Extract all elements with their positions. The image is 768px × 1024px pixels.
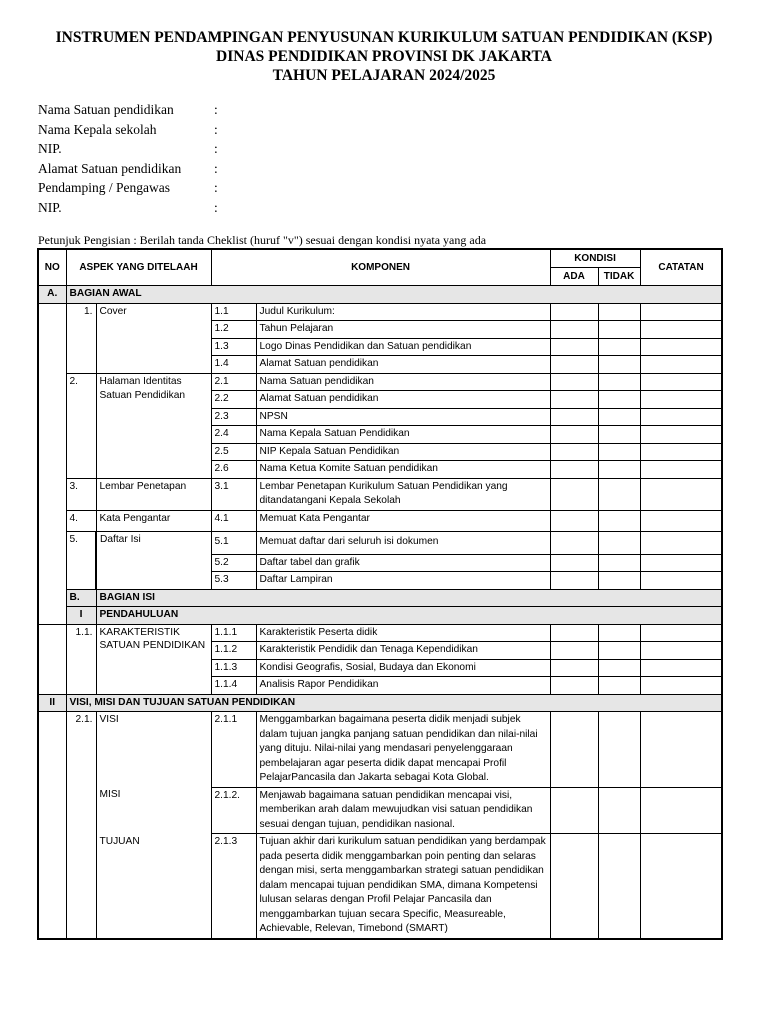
item-no: 1.1.: [66, 624, 96, 694]
table-row: [38, 834, 722, 939]
catatan-cell[interactable]: [640, 510, 722, 531]
ada-checkbox[interactable]: [550, 531, 598, 554]
catatan-cell[interactable]: [640, 408, 722, 426]
catatan-cell[interactable]: [640, 531, 722, 554]
identity-row[interactable]: [38, 139, 338, 159]
aspek-cell: MISI: [96, 787, 211, 834]
ada-checkbox[interactable]: [550, 712, 598, 788]
tidak-checkbox[interactable]: [598, 677, 640, 695]
tidak-checkbox[interactable]: [598, 642, 640, 660]
code-cell: 1.3: [211, 338, 256, 356]
catatan-cell[interactable]: [640, 443, 722, 461]
tidak-checkbox[interactable]: [598, 461, 640, 479]
blank-cell: [38, 303, 66, 624]
section-title: VISI, MISI DAN TUJUAN SATUAN PENDIDIKAN: [66, 694, 722, 712]
identity-label: NIP.: [38, 141, 62, 156]
header-catatan: CATATAN: [640, 249, 722, 286]
section-title: PENDAHULUAN: [96, 607, 722, 625]
identity-row[interactable]: [38, 198, 338, 218]
tidak-checkbox[interactable]: [598, 554, 640, 572]
catatan-cell[interactable]: [640, 303, 722, 321]
aspek-cell: Cover: [96, 303, 211, 373]
komponen-cell: Karakteristik Peserta didik: [256, 624, 550, 642]
code-cell: 1.4: [211, 356, 256, 374]
ada-checkbox[interactable]: [550, 642, 598, 660]
ada-checkbox[interactable]: [550, 478, 598, 510]
identity-colon: :: [214, 121, 218, 137]
ada-checkbox[interactable]: [550, 303, 598, 321]
table-row: [38, 478, 722, 510]
identity-label: Alamat Satuan pendidikan: [38, 160, 182, 176]
ada-checkbox[interactable]: [550, 356, 598, 374]
ada-checkbox[interactable]: [550, 426, 598, 444]
tidak-checkbox[interactable]: [598, 787, 640, 834]
identity-colon: :: [214, 160, 218, 176]
section-title: BAGIAN ISI: [96, 589, 722, 607]
komponen-cell: Nama Ketua Komite Satuan pendidikan: [256, 461, 550, 479]
header-ada: ADA: [550, 268, 598, 286]
identity-fields: [38, 100, 338, 217]
catatan-cell[interactable]: [640, 356, 722, 374]
tidak-checkbox[interactable]: [598, 531, 640, 554]
komponen-cell: Memuat daftar dari seluruh isi dokumen: [256, 531, 550, 554]
instruction-text: Petunjuk Pengisian : Berilah tanda Cheklist (huruf "v") sesuai dengan kondisi nyata yang ada: [38, 233, 487, 247]
header-komponen: KOMPONEN: [211, 249, 550, 286]
code-cell: 1.1.1: [211, 624, 256, 642]
komponen-cell: Menggambarkan bagaimana peserta didik menjadi subjek dalam tujuan jangka panjang satuan pendidikan dan nilai-nilai yang dituju. Nilai-nilai yang mendasari penyelenggaraan pembelajaran agar peserta didik dapat mencapai Profil PelajarPancasila dan Jakarta sebagai Kota Global.: [256, 712, 550, 788]
item-no: 1.: [66, 303, 96, 373]
code-cell: 2.1.1: [211, 712, 256, 788]
ada-checkbox[interactable]: [550, 554, 598, 572]
ada-checkbox[interactable]: [550, 443, 598, 461]
aspek-cell: Daftar Isi: [96, 531, 211, 589]
ada-checkbox[interactable]: [550, 391, 598, 409]
tidak-checkbox[interactable]: [598, 572, 640, 590]
komponen-cell: Nama Kepala Satuan Pendidikan: [256, 426, 550, 444]
code-cell: 4.1: [211, 510, 256, 531]
item-no: 2.1.: [66, 712, 96, 939]
identity-label: Nama Kepala sekolah: [38, 121, 157, 137]
catatan-cell[interactable]: [640, 554, 722, 572]
code-cell: 1.1.2: [211, 642, 256, 660]
code-cell: 2.1: [211, 373, 256, 391]
aspek-cell: Lembar Penetapan: [96, 478, 211, 510]
code-cell: 2.1.2.: [211, 787, 256, 834]
code-cell: 2.5: [211, 443, 256, 461]
tidak-checkbox[interactable]: [598, 391, 640, 409]
section-no: B.: [66, 589, 96, 607]
ada-checkbox[interactable]: [550, 624, 598, 642]
tidak-checkbox[interactable]: [598, 443, 640, 461]
section-row: [38, 607, 722, 625]
identity-row[interactable]: [38, 120, 338, 140]
table-row: [38, 510, 722, 531]
title-line-2: DINAS PENDIDIKAN PROVINSI DK JAKARTA: [216, 48, 552, 65]
section-row: [38, 286, 722, 304]
ada-checkbox[interactable]: [550, 373, 598, 391]
catatan-cell[interactable]: [640, 572, 722, 590]
tidak-checkbox[interactable]: [598, 338, 640, 356]
ada-checkbox[interactable]: [550, 461, 598, 479]
komponen-cell: Judul Kurikulum:: [256, 303, 550, 321]
tidak-checkbox[interactable]: [598, 624, 640, 642]
komponen-cell: Alamat Satuan pendidikan: [256, 391, 550, 409]
catatan-cell[interactable]: [640, 426, 722, 444]
identity-label: Pendamping / Pengawas: [38, 180, 170, 195]
komponen-cell: Memuat Kata Pengantar: [256, 510, 550, 531]
aspek-cell: KARAKTERISTIK SATUAN PENDIDIKAN: [96, 624, 211, 694]
catatan-cell[interactable]: [640, 659, 722, 677]
table-row: [38, 531, 722, 554]
title-line-3: TAHUN PELAJARAN 2024/2025: [272, 67, 496, 84]
catatan-cell[interactable]: [640, 624, 722, 642]
catatan-cell[interactable]: [640, 834, 722, 939]
tidak-checkbox[interactable]: [598, 373, 640, 391]
code-cell: 2.6: [211, 461, 256, 479]
identity-label: NIP.: [38, 199, 62, 215]
komponen-cell: Logo Dinas Pendidikan dan Satuan pendidikan: [256, 338, 550, 356]
code-cell: 5.1: [211, 531, 256, 554]
section-no: II: [38, 694, 66, 712]
catatan-cell[interactable]: [640, 321, 722, 339]
ada-checkbox[interactable]: [550, 408, 598, 426]
aspek-cell: VISI: [96, 712, 211, 788]
table-row: [38, 787, 722, 834]
tidak-checkbox[interactable]: [598, 712, 640, 788]
komponen-cell: Nama Satuan pendidikan: [256, 373, 550, 391]
identity-label: Nama Satuan pendidikan: [38, 102, 174, 117]
table-row: [38, 712, 722, 788]
item-no: 2.: [66, 373, 96, 478]
checklist-table: [37, 248, 723, 940]
catatan-cell[interactable]: [640, 373, 722, 391]
identity-row[interactable]: [38, 100, 338, 120]
ada-checkbox[interactable]: [550, 677, 598, 695]
komponen-cell: Daftar Lampiran: [256, 572, 550, 590]
tidak-checkbox[interactable]: [598, 659, 640, 677]
table-row: [38, 373, 722, 391]
code-cell: 5.2: [211, 554, 256, 572]
catatan-cell[interactable]: [640, 391, 722, 409]
catatan-cell[interactable]: [640, 461, 722, 479]
ada-checkbox[interactable]: [550, 338, 598, 356]
identity-row[interactable]: [38, 178, 338, 198]
identity-colon: :: [214, 180, 218, 195]
blank-cell: [38, 624, 66, 694]
item-no: 3.: [66, 478, 96, 510]
tidak-checkbox[interactable]: [598, 510, 640, 531]
section-row: [38, 589, 722, 607]
section-no: I: [66, 607, 96, 625]
tidak-checkbox[interactable]: [598, 834, 640, 939]
tidak-checkbox[interactable]: [598, 426, 640, 444]
tidak-checkbox[interactable]: [598, 356, 640, 374]
komponen-cell: Alamat Satuan pendidikan: [256, 356, 550, 374]
aspek-cell: Kata Pengantar: [96, 510, 211, 531]
code-cell: 1.1.3: [211, 659, 256, 677]
title-line-1: INSTRUMEN PENDAMPINGAN PENYUSUNAN KURIKULUM SATUAN PENDIDIKAN (KSP): [55, 29, 713, 46]
code-cell: 2.1.3: [211, 834, 256, 939]
header-no: NO: [38, 249, 66, 286]
catatan-cell[interactable]: [640, 787, 722, 834]
aspek-cell: Halaman Identitas Satuan Pendidikan: [96, 373, 211, 478]
komponen-cell: NPSN: [256, 408, 550, 426]
ada-checkbox[interactable]: [550, 572, 598, 590]
tidak-checkbox[interactable]: [598, 321, 640, 339]
identity-row[interactable]: [38, 159, 338, 179]
ada-checkbox[interactable]: [550, 510, 598, 531]
blank-cell: [38, 712, 66, 939]
header-aspek: ASPEK YANG DITELAAH: [66, 249, 211, 286]
komponen-cell: Menjawab bagaimana satuan pendidikan mencapai visi, memberikan arah dalam mewujudkan visi satuan pendidikan sesuai dengan tujuan, pendidikan nasional.: [256, 787, 550, 834]
ada-checkbox[interactable]: [550, 834, 598, 939]
code-cell: 1.1: [211, 303, 256, 321]
komponen-cell: Kondisi Geografis, Sosial, Budaya dan Ekonomi: [256, 659, 550, 677]
komponen-cell: Karakteristik Pendidik dan Tenaga Kependidikan: [256, 642, 550, 660]
catatan-cell[interactable]: [640, 338, 722, 356]
table-row: [38, 624, 722, 642]
tidak-checkbox[interactable]: [598, 408, 640, 426]
catatan-cell[interactable]: [640, 677, 722, 695]
header-kondisi: KONDISI: [550, 249, 640, 268]
code-cell: 1.2: [211, 321, 256, 339]
code-cell: 5.3: [211, 572, 256, 590]
tidak-checkbox[interactable]: [598, 478, 640, 510]
code-cell: 3.1: [211, 478, 256, 510]
table-header-row: [38, 249, 722, 268]
komponen-cell: Analisis Rapor Pendidikan: [256, 677, 550, 695]
section-no: A.: [38, 286, 66, 304]
komponen-cell: Lembar Penetapan Kurikulum Satuan Pendidikan yang ditandatangani Kepala Sekolah: [256, 478, 550, 510]
table-row: [38, 303, 722, 321]
identity-colon: :: [214, 199, 218, 215]
section-title: BAGIAN AWAL: [66, 286, 722, 304]
code-cell: 1.1.4: [211, 677, 256, 695]
catatan-cell[interactable]: [640, 712, 722, 788]
section-row: [38, 694, 722, 712]
code-cell: 2.2: [211, 391, 256, 409]
ada-checkbox[interactable]: [550, 321, 598, 339]
code-cell: 2.3: [211, 408, 256, 426]
item-no: 4.: [66, 510, 96, 531]
aspek-cell: TUJUAN: [96, 834, 211, 939]
catatan-cell[interactable]: [640, 478, 722, 510]
ada-checkbox[interactable]: [550, 659, 598, 677]
item-no: 5.: [66, 531, 96, 589]
code-cell: 2.4: [211, 426, 256, 444]
komponen-cell: Tujuan akhir dari kurikulum satuan pendidikan yang berdampak pada peserta didik menggambarkan poin penting dan selaras dengan misi, serta menggambarkan strategi satuan pendidikan dalam mencapai tujuan pendidikan SMA, dimana Kompetensi lulusan selaras dengan Profil Pelajar Pancasila dan menggambarkan tujuan secara Specific, Measureable, Achievable, Relevan, Timebond (SMART): [256, 834, 550, 939]
komponen-cell: Tahun Pelajaran: [256, 321, 550, 339]
header-tidak: TIDAK: [598, 268, 640, 286]
ada-checkbox[interactable]: [550, 787, 598, 834]
komponen-cell: Daftar tabel dan grafik: [256, 554, 550, 572]
identity-colon: :: [214, 102, 218, 117]
document-header: [0, 28, 768, 85]
catatan-cell[interactable]: [640, 642, 722, 660]
identity-colon: :: [214, 141, 218, 156]
komponen-cell: NIP Kepala Satuan Pendidikan: [256, 443, 550, 461]
tidak-checkbox[interactable]: [598, 303, 640, 321]
